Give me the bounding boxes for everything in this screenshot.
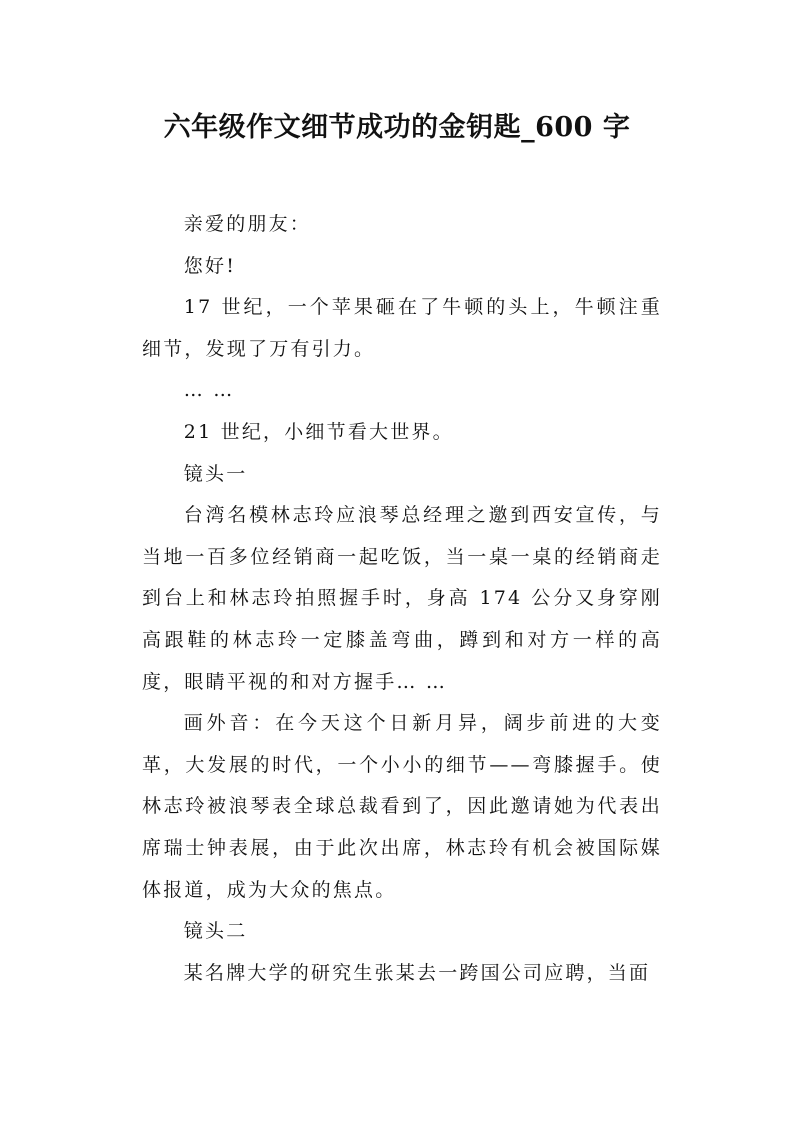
- paragraph-scene-one-heading: 镜头一: [183, 462, 248, 485]
- page-title: 六年级作文细节成功的金钥匙_600 字: [163, 112, 631, 143]
- paragraph-voiceover: 画外音：在今天这个日新月异，阔步前进的大变革，大发展的时代，一个小小的细节——弯膝握手。使林志玲被浪琴表全球总裁看到了，因此邀请她为代表出席瑞士钟表展，由于此次出席，林志玲有机会被国际媒体报道，成为大众的焦点。: [142, 712, 662, 901]
- paragraph-newton: 17 世纪，一个苹果砸在了牛顿的头上，牛顿注重细节，发现了万有引力。: [142, 296, 662, 360]
- paragraph-scene-two-heading: 镜头二: [183, 920, 248, 943]
- paragraph-scene-two-story: 某名牌大学的研究生张某去一跨国公司应聘，当面: [183, 961, 651, 984]
- paragraph-21st-century: 21 世纪，小细节看大世界。: [183, 420, 454, 443]
- document-body: [142, 204, 662, 994]
- paragraph-ellipsis: … …: [183, 379, 235, 402]
- paragraph-greeting: 您好!: [183, 254, 237, 277]
- paragraph-scene-one-story: 台湾名模林志玲应浪琴总经理之邀到西安宣传，与当地一百多位经销商一起吃饭，当一桌一桌的经销商走到台上和林志玲拍照握手时，身高 174 公分又身穿刚高跟鞋的林志玲一定膝盖弯曲，蹲到和对方一样的高度，眼睛平视的和对方握手… …: [142, 504, 662, 693]
- paragraph-salutation: 亲爱的朋友：: [183, 213, 311, 235]
